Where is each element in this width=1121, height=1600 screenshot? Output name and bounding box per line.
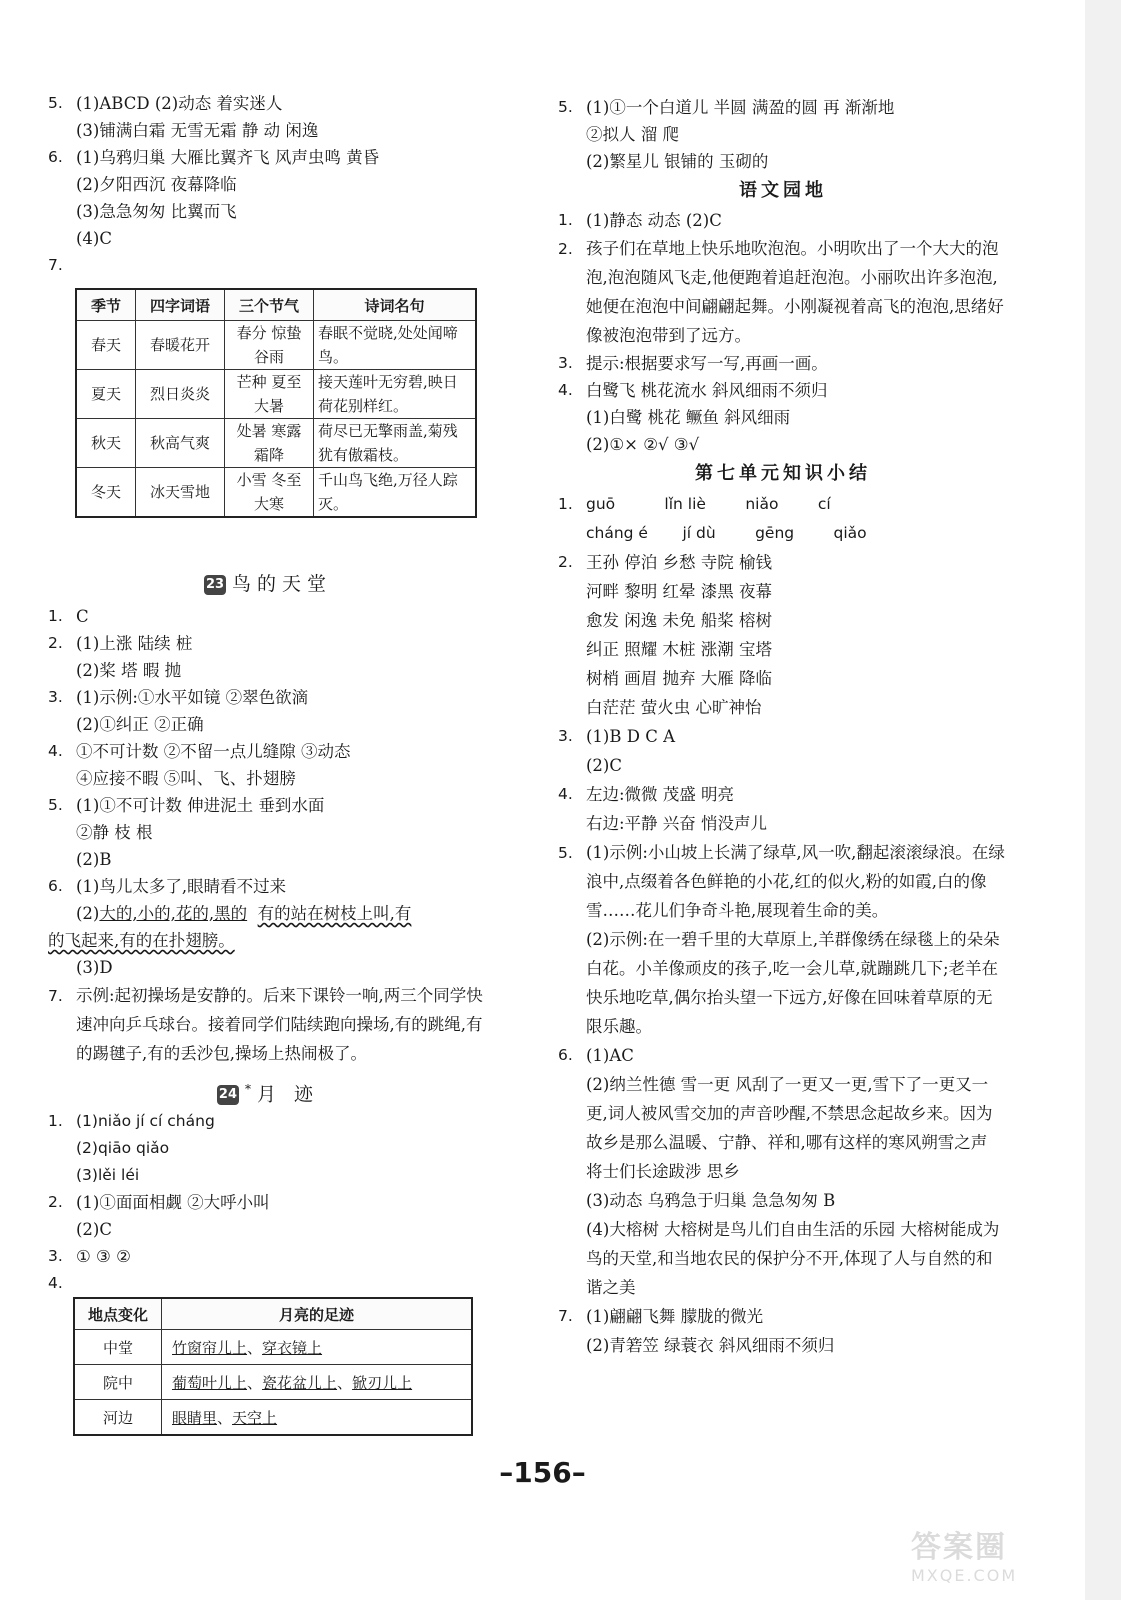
answer-text: (2)桨 塔 暇 抛: [76, 661, 182, 680]
table-header: 四字词语: [136, 289, 225, 321]
answer-text: (1)①面面相觑 ②大呼小叫: [76, 1193, 270, 1212]
trace-cell: 竹窗帘儿上、穿衣镜上: [162, 1330, 473, 1365]
question-number: 2.: [558, 240, 573, 258]
poem-cell: 千山鸟飞绝,万径人踪灭。: [314, 468, 477, 518]
lesson-title: 月 迹: [256, 1083, 320, 1106]
answer-text: (1)静态 动态 (2)C: [586, 211, 722, 230]
table-row: [76, 370, 476, 419]
table-row: [76, 321, 476, 370]
season-cell: 春天: [76, 321, 136, 370]
poem-cell: 春眠不觉晓,处处闻啼鸟。: [314, 321, 477, 370]
answer-text: (4)大榕树 大榕树是鸟儿们自由生活的乐园 大榕树能成为鸟的天堂,和当地农民的保护分不开,体现了人与自然的和谐之美: [586, 1220, 1000, 1297]
question-number: 4.: [558, 785, 573, 803]
answer-text: (1)B D C A: [586, 727, 676, 746]
table-header: 月亮的足迹: [162, 1298, 473, 1330]
answer-text: (3)lěi léi: [76, 1166, 140, 1184]
pinyin-answer: cháng é jí dù gēng qiǎo: [586, 524, 867, 542]
season-cell: 夏天: [76, 370, 136, 419]
answer-paragraph: [558, 1215, 1008, 1302]
answer-text: (2)①纠正 ②正确: [76, 715, 204, 734]
table-header-row: [76, 289, 476, 321]
right-column: [558, 94, 1008, 1360]
lesson-number-badge: 23: [204, 575, 226, 595]
pinyin-answer: guō lǐn liè niǎo cí: [586, 495, 831, 513]
page-edge: [1085, 0, 1121, 1600]
answer-text: (3)动态 乌鸦急于归巢 急急匆匆 B: [586, 1191, 836, 1210]
answer-paragraph: [558, 1070, 1008, 1186]
answer-paragraph: [558, 234, 1008, 350]
answer-line: [48, 90, 488, 117]
answer-text: 示例:起初操场是安静的。后来下课铃一响,两三个同学快速冲向乒乓球台。接着同学们陆续跑向操场,有的跳绳,有的踢毽子,有的丢沙包,操场上热闹极了。: [76, 986, 483, 1063]
answer-line: [48, 171, 488, 198]
answer-text: (2)示例:在一碧千里的大草原上,羊群像绣在绿毯上的朵朵白花。小羊像顽皮的孩子,吃一会儿草,就蹦跳几下;老羊在快乐地吃草,偶尔抬头望一下远方,好像在回味着草原的无限乐趣。: [586, 930, 1000, 1036]
wavy-underlined-answer: 有的站在树枝上叫,有: [257, 904, 412, 923]
answer-text: (2)B: [76, 850, 112, 869]
answer-text: (2)①× ②√ ③√: [586, 435, 700, 454]
lesson-title: 鸟的天堂: [231, 573, 332, 595]
question-number: 7.: [48, 987, 63, 1005]
solar-terms-cell: 处暑 寒露 霜降: [225, 419, 314, 468]
table-row: [74, 1330, 472, 1365]
answer-text: (4)C: [76, 229, 112, 248]
answer-text: 河畔 黎明 红晕 漆黑 夜幕: [586, 582, 772, 601]
answer-text: (2)大的,小的,花的,黑的 有的站在树枝上叫,有: [76, 904, 412, 923]
answer-text: (3)铺满白霜 无雪无霜 静 动 闲逸: [76, 121, 319, 140]
place-cell: 中堂: [74, 1330, 162, 1365]
question-number: 6.: [48, 877, 63, 895]
question-number: 7.: [48, 256, 63, 274]
answer-text: ①不可计数 ②不留一点儿缝隙 ③动态: [76, 742, 351, 761]
answer-line: [48, 225, 488, 252]
lesson-heading: [48, 565, 488, 603]
question-number: 5.: [48, 94, 63, 112]
left-column: [48, 90, 488, 279]
answer-text: ②静 枝 根: [76, 823, 153, 842]
question-number: 2.: [558, 553, 573, 571]
section-title: 语文园地: [739, 180, 827, 201]
idiom-cell: 烈日炎炎: [136, 370, 225, 419]
question-number: 1.: [48, 1112, 63, 1130]
answer-paragraph: [558, 838, 1008, 925]
left-column-lesson23: [48, 565, 488, 1297]
question-number: 5.: [48, 796, 63, 814]
question-number: 6.: [558, 1046, 573, 1064]
answer-line: [48, 252, 488, 279]
question-number: 2.: [48, 634, 63, 652]
answer-text: 孩子们在草地上快乐地吹泡泡。小明吹出了一个大大的泡泡,泡泡随风飞走,他便跑着追赶泡泡。小丽吹出许多泡泡,她便在泡泡中间翩翩起舞。小刚凝视着高飞的泡泡,思绪好像被泡泡带到了远方。: [586, 239, 1004, 345]
answer-text: (2)纳兰性德 雪一更 风刮了一更又一更,雪下了一更又一更,词人被风雪交加的声音吵醒,不禁思念起故乡来。因为故乡是那么温暖、宁静、祥和,哪有这样的寒风朔雪之声 将士们长途跋涉 思乡: [586, 1075, 993, 1181]
idiom-cell: 冰天雪地: [136, 468, 225, 518]
season-cell: 秋天: [76, 419, 136, 468]
answer-text: (1)ABCD (2)动态 着实迷人: [76, 94, 283, 113]
question-number: 4.: [558, 381, 573, 399]
question-number: 1.: [48, 607, 63, 625]
season-table: [75, 288, 477, 518]
question-number: 5.: [558, 98, 573, 116]
answer-text: 王孙 停泊 乡愁 寺院 榆钱: [586, 553, 772, 572]
moon-trace-table: [73, 1297, 473, 1436]
table-row: [76, 419, 476, 468]
answer-text: (1)乌鸦归巢 大雁比翼齐飞 风声虫鸣 黄昏: [76, 148, 380, 167]
wavy-underlined-answer: 的飞起来,有的在扑翅膀。: [48, 931, 235, 950]
place-cell: 河边: [74, 1400, 162, 1436]
table-header: 三个节气: [225, 289, 314, 321]
answer-text: 树梢 画眉 抛弃 大雁 降临: [586, 669, 772, 688]
answer-text: (2)繁星儿 银铺的 玉砌的: [586, 152, 769, 171]
answer-text: (3)急急匆匆 比翼而飞: [76, 202, 237, 221]
answer-text: (1)上涨 陆续 桩: [76, 634, 193, 653]
table-row: [74, 1400, 472, 1436]
trace-cell: 葡萄叶儿上、瓷花盆儿上、锨刃儿上: [162, 1365, 473, 1400]
answer-line: [48, 117, 488, 144]
idiom-cell: 秋高气爽: [136, 419, 225, 468]
underlined-answer: 大的,小的,花的,黑的: [99, 904, 248, 923]
answer-text: ④应接不暇 ⑤叫、飞、扑翅膀: [76, 769, 296, 788]
table-header: 地点变化: [74, 1298, 162, 1330]
table-header: 诗词名句: [314, 289, 477, 321]
answer-text: (2)C: [76, 1220, 112, 1239]
section-title: 第七单元知识小结: [695, 463, 871, 484]
optional-star: *: [244, 1082, 257, 1096]
question-number: 3.: [48, 1247, 63, 1265]
question-number: 2.: [48, 1193, 63, 1211]
answer-text: (1)①不可计数 伸进泥土 垂到水面: [76, 796, 325, 815]
question-number: 4.: [48, 1274, 63, 1292]
answer-text: (1)①一个白道儿 半圆 满盈的圆 再 渐渐地: [586, 98, 895, 117]
answer-text: (3)D: [76, 958, 113, 977]
question-number: 3.: [558, 727, 573, 745]
idiom-cell: 春暖花开: [136, 321, 225, 370]
answer-text: 右边:平静 兴奋 悄没声儿: [586, 814, 768, 833]
answer-text: 纠正 照耀 木桩 涨潮 宝塔: [586, 640, 772, 659]
solar-terms-cell: 春分 惊蛰 谷雨: [225, 321, 314, 370]
answer-text: (1)niǎo jí cí cháng: [76, 1112, 215, 1130]
answer-text: ②拟人 溜 爬: [586, 125, 679, 144]
table-row: [76, 468, 476, 518]
answer-text: [48, 927, 235, 954]
answer-text: (1)AC: [586, 1046, 634, 1065]
answer-text: 提示:根据要求写一写,再画一画。: [586, 354, 828, 373]
question-number: 1.: [558, 495, 573, 513]
page-number: –156–: [499, 1456, 586, 1489]
answer-paragraph: [558, 925, 1008, 1041]
table-row: [74, 1365, 472, 1400]
trace-cell: 眼睛里、天空上: [162, 1400, 473, 1436]
place-cell: 院中: [74, 1365, 162, 1400]
answer-text: (2)qiāo qiǎo: [76, 1139, 170, 1157]
answer-text: (1)翩翩飞舞 朦胧的微光: [586, 1307, 764, 1326]
answer-text: (2)夕阳西沉 夜幕降临: [76, 175, 237, 194]
question-number: 5.: [558, 844, 573, 862]
answer-text: 愈发 闲逸 未免 船桨 榕树: [586, 611, 772, 630]
answer-text: 左边:微微 茂盛 明亮: [586, 785, 735, 804]
lesson-number-badge: 24: [217, 1085, 239, 1105]
answer-text: (1)示例:①水平如镜 ②翠色欲滴: [76, 688, 309, 707]
answer-line: [48, 198, 488, 225]
question-number: 7.: [558, 1307, 573, 1325]
answer-text: (1)鸟儿太多了,眼睛看不过来: [76, 877, 287, 896]
answer-text: ① ③ ②: [76, 1247, 131, 1266]
answer-text: C: [76, 607, 89, 626]
lesson-heading: [48, 1070, 488, 1108]
question-number: 4.: [48, 742, 63, 760]
table-header-row: [74, 1298, 472, 1330]
question-number: 6.: [48, 148, 63, 166]
answer-text: (2)C: [586, 756, 622, 775]
solar-terms-cell: 小雪 冬至 大寒: [225, 468, 314, 518]
answer-line: [48, 144, 488, 171]
solar-terms-cell: 芒种 夏至 大暑: [225, 370, 314, 419]
question-number: 3.: [48, 688, 63, 706]
watermark-logo: 答案圈 MXQE.COM: [911, 1530, 1018, 1585]
table-header: 季节: [76, 289, 136, 321]
question-number: 3.: [558, 354, 573, 372]
answer-paragraph: [48, 981, 488, 1068]
poem-cell: 接天莲叶无穷碧,映日荷花别样红。: [314, 370, 477, 419]
answer-text: 白茫茫 萤火虫 心旷神怡: [586, 698, 762, 717]
answer-text: (1)示例:小山坡上长满了绿草,风一吹,翻起滚滚绿浪。在绿浪中,点缀着各色鲜艳的小花,红的似火,粉的如霞,白的像雪……花儿们争奇斗艳,展现着生命的美。: [586, 843, 1005, 920]
answer-text: (2)青箬笠 绿蓑衣 斜风细雨不须归: [586, 1336, 835, 1355]
question-number: 1.: [558, 211, 573, 229]
answer-text: (1)白鹭 桃花 鳜鱼 斜风细雨: [586, 408, 791, 427]
season-cell: 冬天: [76, 468, 136, 518]
poem-cell: 荷尽已无擎雨盖,菊残犹有傲霜枝。: [314, 419, 477, 468]
answer-text: 白鹭飞 桃花流水 斜风细雨不须归: [586, 381, 828, 400]
